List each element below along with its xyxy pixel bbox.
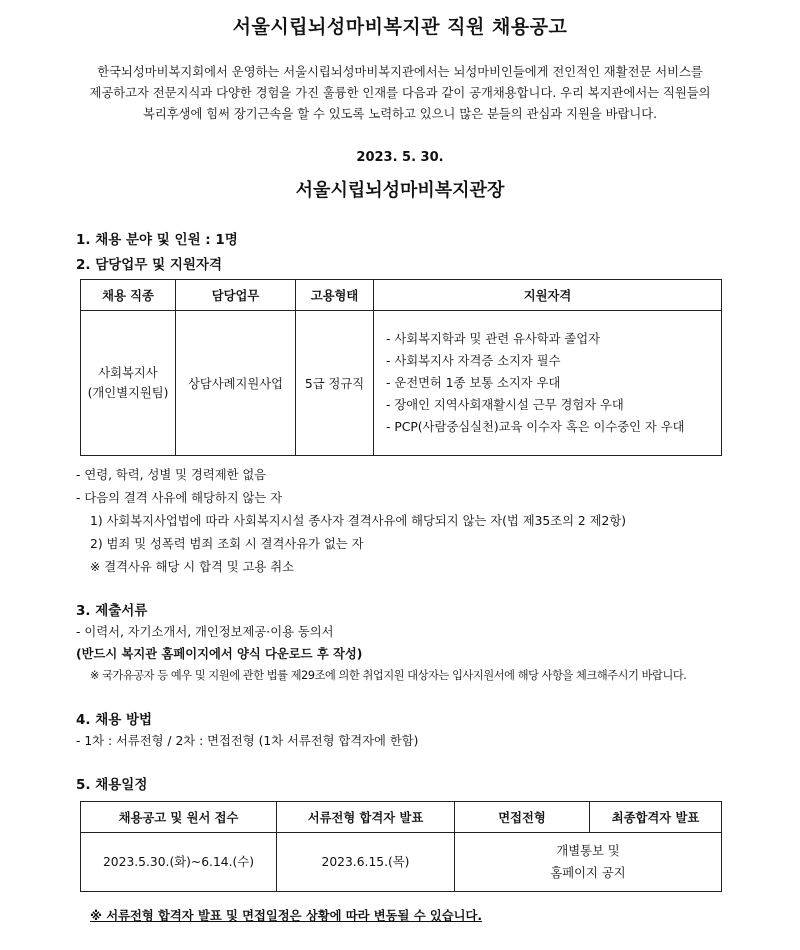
table-header-cell: 최종합격자 발표 bbox=[590, 802, 722, 833]
table-header-cell: 지원자격 bbox=[374, 280, 722, 311]
documents-download-note: (반드시 복지관 홈페이지에서 양식 다운로드 후 작성) bbox=[76, 647, 363, 661]
table-row bbox=[81, 833, 722, 892]
qualification-table bbox=[80, 279, 722, 456]
table-header-cell: 면접전형 bbox=[455, 802, 590, 833]
schedule-table bbox=[80, 801, 722, 892]
intro-line: 제공하고자 전문지식과 다양한 경험을 가진 훌륭한 인재를 다음과 같이 공개채용합니다. 우리 복지관에서는 직원들의 bbox=[89, 86, 711, 100]
schedule-footnote: ※ 서류전형 합격자 발표 및 면접일정은 상황에 따라 변동될 수 있습니다. bbox=[90, 909, 483, 923]
section-1-heading: 1. 채용 분야 및 인원 : 1명 bbox=[76, 232, 238, 248]
intro-line: 한국뇌성마비복지회에서 운영하는 서울시립뇌성마비복지관에서는 뇌성마비인들에게 전인적인 재활전문 서비스를 bbox=[97, 65, 703, 79]
apply-period-cell: 2023.5.30.(화)~6.14.(수) bbox=[81, 833, 277, 892]
job-team: (개인별지원팀) bbox=[87, 386, 169, 400]
announcement-date: 2023. 5. 30. bbox=[356, 150, 444, 165]
qualification-cell bbox=[374, 311, 722, 456]
condition-line: - 다음의 결격 사유에 해당하지 않는 자 bbox=[76, 491, 283, 505]
condition-line: 2) 범죄 및 성폭력 범죄 조회 시 결격사유가 없는 자 bbox=[90, 537, 364, 551]
notice-line: 홈페이지 공지 bbox=[550, 866, 626, 880]
page-title: 서울시립뇌성마비복지관 직원 채용공고 bbox=[232, 16, 568, 38]
qualification-item: - 장애인 지역사회재활시설 근무 경험자 우대 bbox=[386, 398, 624, 412]
section-5-heading: 5. 채용일정 bbox=[76, 777, 148, 793]
table-header-row bbox=[81, 802, 722, 833]
job-title: 사회복지사 bbox=[98, 366, 158, 380]
table-header-cell: 고용형태 bbox=[296, 280, 374, 311]
condition-line: 1) 사회복지사업법에 따라 사회복지시설 종사자 결격사유에 해당되지 않는 자(법 제35조의 2 제2항) bbox=[90, 514, 627, 528]
section-3-heading: 3. 제출서류 bbox=[76, 603, 148, 619]
table-row bbox=[81, 311, 722, 456]
qualification-item: - PCP(사람중심실천)교육 이수자 혹은 이수중인 자 우대 bbox=[386, 420, 685, 434]
duty-cell: 상담사례지원사업 bbox=[176, 311, 296, 456]
qualification-item: - 운전면허 1종 보통 소지자 우대 bbox=[386, 376, 561, 390]
method-line: - 1차 : 서류전형 / 2차 : 면접전형 (1차 서류전형 합격자에 한함) bbox=[76, 734, 419, 748]
qualification-item: - 사회복지학과 및 관련 유사학과 졸업자 bbox=[386, 332, 601, 346]
table-header-cell: 채용 직종 bbox=[81, 280, 176, 311]
table-header-row bbox=[81, 280, 722, 311]
notice-cell bbox=[455, 833, 722, 892]
table-header-cell: 채용공고 및 원서 접수 bbox=[81, 802, 277, 833]
job-cell bbox=[81, 311, 176, 456]
documents-note: ※ 국가유공자 등 예우 및 지원에 관한 법률 제29조에 의한 취업지원 대상자는 입사지원서에 해당 사항을 체크해주시기 바랍니다. bbox=[90, 669, 687, 682]
intro-paragraph bbox=[40, 62, 760, 125]
condition-line: ※ 결격사유 해당 시 합격 및 고용 취소 bbox=[90, 560, 294, 574]
condition-line: - 연령, 학력, 성별 및 경력제한 없음 bbox=[76, 468, 267, 482]
document-result-cell: 2023.6.15.(목) bbox=[277, 833, 455, 892]
intro-line: 복리후생에 힘써 장기근속을 할 수 있도록 노력하고 있으니 많은 분들의 관심과 지원을 바랍니다. bbox=[142, 107, 658, 121]
table-header-cell: 서류전형 합격자 발표 bbox=[277, 802, 455, 833]
table-header-cell: 담당업무 bbox=[176, 280, 296, 311]
section-4-heading: 4. 채용 방법 bbox=[76, 712, 153, 728]
notice-line: 개별통보 및 bbox=[556, 844, 620, 858]
qualification-item: - 사회복지사 자격증 소지자 필수 bbox=[386, 354, 561, 368]
documents-list: - 이력서, 자기소개서, 개인정보제공·이용 동의서 bbox=[76, 625, 334, 639]
section-2-heading: 2. 담당업무 및 지원자격 bbox=[76, 257, 222, 273]
signature: 서울시립뇌성마비복지관장 bbox=[295, 180, 505, 201]
employment-cell: 5급 정규직 bbox=[296, 311, 374, 456]
